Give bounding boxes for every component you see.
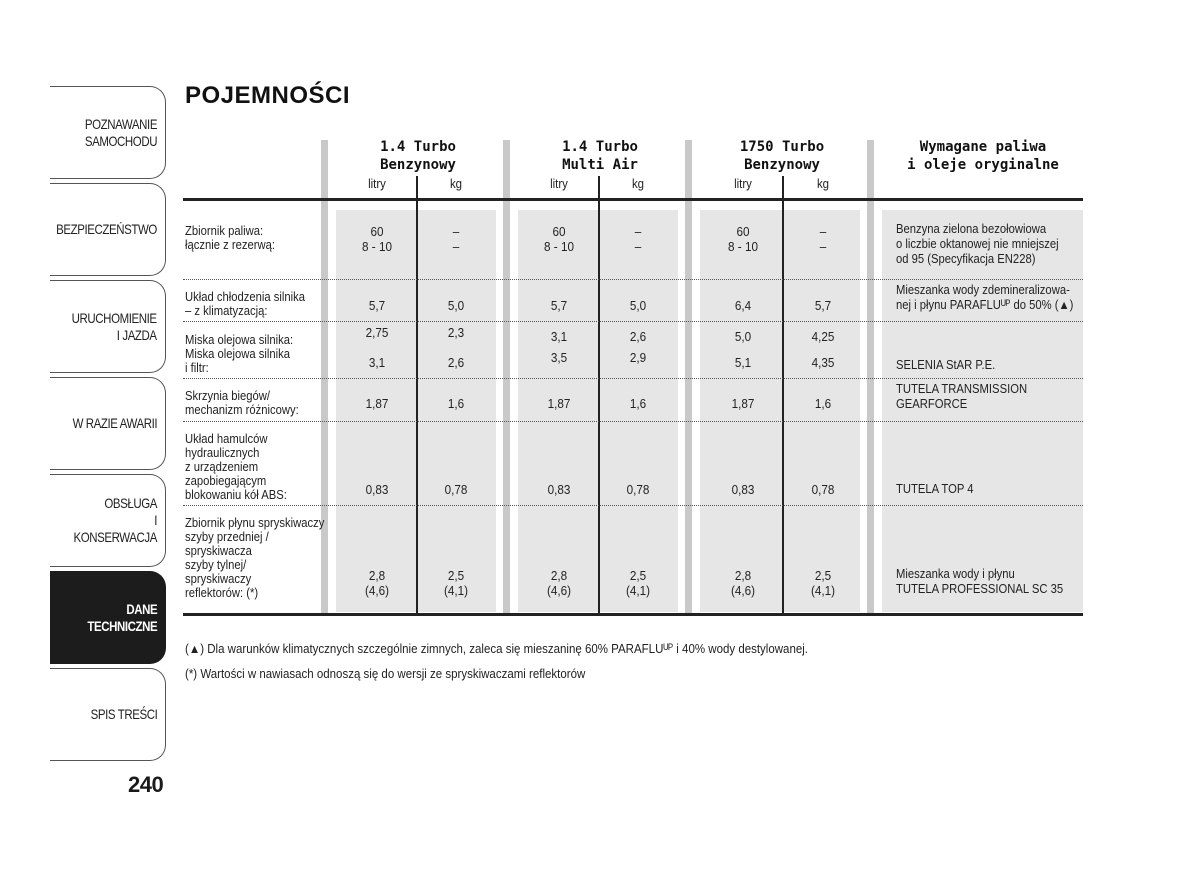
page-number: 240 (128, 772, 164, 797)
fuel-spec: SELENIA StAR P.E. (896, 358, 996, 372)
table-cell: 4,25 (811, 329, 835, 344)
table-cell: 4,35 (811, 355, 835, 370)
table-cell: 5,0 (447, 298, 465, 313)
column-separator (867, 140, 874, 614)
table-cell: – – (819, 224, 827, 254)
column-header-line1: 1.4 Turbo (562, 139, 638, 155)
footnote-asterisk: (*) Wartości w nawiasach odnoszą się do wersji ze spryskiwaczami reflektorów (185, 667, 586, 681)
column-header-line2: Benzynowy (380, 157, 456, 173)
row-label-fuel-tank: Zbiornik paliwa: łącznie z rezerwą: (185, 224, 276, 252)
table-cell: 60 8 - 10 (728, 224, 758, 254)
table-cell: 2,6 (629, 329, 647, 344)
table-cell: 1,6 (814, 396, 832, 411)
table-cell: 1,6 (629, 396, 647, 411)
bottom-rule (183, 613, 1083, 616)
table-cell: – – (634, 224, 642, 254)
table-cell: 0,78 (444, 482, 468, 497)
table-cell: 2,8 (4,6) (730, 568, 756, 598)
tab-label: BEZPIECZEŃSTWO (56, 221, 157, 237)
row-divider (183, 321, 1083, 322)
table-cell: – – (452, 224, 460, 254)
tab-bezpieczenstwo[interactable] (50, 183, 166, 276)
unit-label: litry (550, 176, 568, 191)
table-cell: 0,78 (811, 482, 835, 497)
column-header-3 (697, 138, 867, 174)
table-cell: 2,8 (4,6) (364, 568, 390, 598)
unit-label: litry (368, 176, 386, 191)
tab-label: POZNAWANIE SAMOCHODU (84, 115, 157, 149)
header-rule (183, 198, 1083, 201)
tab-label: DANE TECHNICZNE (87, 600, 157, 634)
row-divider (183, 378, 1083, 379)
table-cell: 5,7 (550, 298, 568, 313)
unit-divider (416, 176, 418, 614)
row-label-brakes: Układ hamulców hydraulicznych z urządzeniem zapobiegającym blokowaniu kół ABS: (185, 432, 287, 502)
column-header-2 (515, 138, 685, 174)
unit-divider (782, 176, 784, 614)
unit-label: kg (449, 176, 463, 191)
tab-w-razie-awarii[interactable] (50, 377, 166, 470)
table-cell: 60 8 - 10 (362, 224, 392, 254)
table-cell: 6,4 (734, 298, 752, 313)
tab-label: W RAZIE AWARII (72, 415, 157, 431)
table-cell: 5,0 (734, 329, 752, 344)
fuel-header-line1: Wymagane paliwa (919, 139, 1047, 155)
row-divider (183, 421, 1083, 422)
table-cell: 2,9 (629, 350, 647, 365)
table-cell: 5,7 (814, 298, 832, 313)
column-header-line2: Benzynowy (744, 157, 820, 173)
column-header-line1: 1.4 Turbo (380, 139, 456, 155)
table-cell: 2,8 (4,6) (546, 568, 572, 598)
row-divider (183, 505, 1083, 506)
unit-label: kg (631, 176, 645, 191)
table-cell: 3,1 (550, 329, 568, 344)
fuel-spec: Mieszanka wody i płynu TUTELA PROFESSIONAL SC 35 (896, 567, 1064, 596)
table-cell: 0,83 (365, 482, 389, 497)
fuel-spec: Mieszanka wody zdemineralizowa- nej i płynu PARAFLUᵁᴾ do 50% (▲) (896, 283, 1074, 312)
column-separator (685, 140, 692, 614)
table-cell: 2,75 (365, 325, 389, 340)
tab-label: OBSŁUGA I KONSERWACJA (73, 495, 157, 545)
tab-spis-tresci[interactable] (50, 668, 166, 761)
table-cell: 1,87 (731, 396, 755, 411)
table-cell: 3,5 (550, 350, 568, 365)
row-label-washer: Zbiornik płynu spryskiwaczy szyby przedniej / spryskiwacza szyby tylnej/ spryskiwaczy reflektorów: (*) (185, 516, 325, 600)
tab-uruchomienie-i-jazda[interactable] (50, 280, 166, 373)
table-cell: 2,5 (4,1) (810, 568, 836, 598)
table-cell: 0,83 (731, 482, 755, 497)
table-cell: 0,83 (547, 482, 571, 497)
column-header-line2: Multi Air (562, 157, 638, 173)
tab-label: SPIS TREŚCI (90, 706, 157, 722)
row-label-gearbox: Skrzynia biegów/ mechanizm różnicowy: (185, 389, 299, 417)
table-cell: 2,6 (447, 355, 465, 370)
table-cell: 2,3 (447, 325, 465, 340)
table-cell: 1,87 (365, 396, 389, 411)
table-cell: 5,7 (368, 298, 386, 313)
table-cell: 2,5 (4,1) (625, 568, 651, 598)
tab-dane-techniczne[interactable] (50, 571, 166, 664)
table-cell: 5,1 (734, 355, 752, 370)
page-title: POJEMNOŚCI (185, 82, 351, 109)
row-label-cooling: Układ chłodzenia silnika – z klimatyzacją: (185, 290, 306, 318)
column-header-1 (333, 138, 503, 174)
tab-poznawanie-samochodu[interactable] (50, 86, 166, 179)
tab-obsluga-i-konserwacja[interactable] (50, 474, 166, 567)
footnote-triangle: (▲) Dla warunków klimatycznych szczególnie zimnych, zaleca się mieszaninę 60% PARAFLUᵁᴾ i 40% wody destylowanej. (185, 642, 808, 656)
capacities-table (183, 138, 1083, 618)
fuel-spec: TUTELA TOP 4 (896, 482, 974, 496)
table-cell: 3,1 (368, 355, 386, 370)
unit-divider (598, 176, 600, 614)
tab-label: URUCHOMIENIE I JAZDA (71, 309, 157, 343)
table-cell: 2,5 (4,1) (443, 568, 469, 598)
column-header-line1: 1750 Turbo (739, 139, 825, 155)
row-divider (183, 279, 1083, 280)
table-cell: 5,0 (629, 298, 647, 313)
fuel-spec: TUTELA TRANSMISSION GEARFORCE (896, 382, 1028, 411)
fuel-column-header (883, 138, 1083, 174)
fuel-header-line2: i oleje oryginalne (907, 157, 1059, 173)
unit-label: kg (816, 176, 830, 191)
unit-label: litry (734, 176, 752, 191)
table-cell: 1,6 (447, 396, 465, 411)
fuel-spec: Benzyna zielona bezołowiowa o liczbie oktanowej nie mniejszej od 95 (Specyfikacja EN228) (896, 222, 1059, 266)
column-separator (503, 140, 510, 614)
column-shade (700, 210, 860, 612)
table-cell: 60 8 - 10 (544, 224, 574, 254)
row-label-oil-sump: Miska olejowa silnika: Miska olejowa silnika i filtr: (185, 333, 294, 375)
table-cell: 1,87 (547, 396, 571, 411)
table-cell: 0,78 (626, 482, 650, 497)
